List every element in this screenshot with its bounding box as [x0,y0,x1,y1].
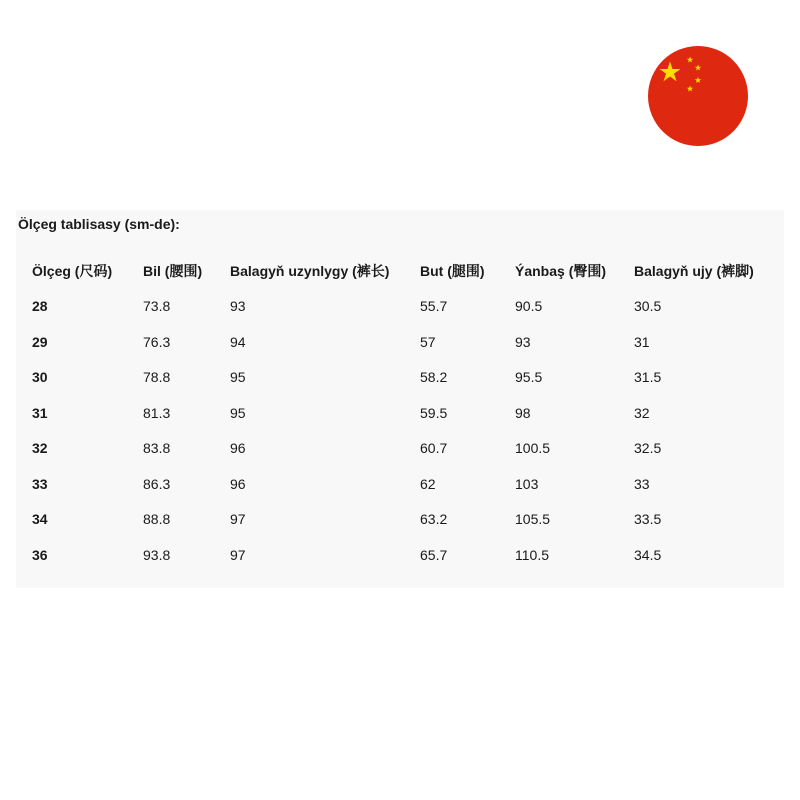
cell-thigh: 58.2 [420,369,448,386]
cell-length: 97 [230,546,246,563]
cell-size: 33 [32,475,48,492]
cell-length: 95 [230,404,246,421]
cell-hip: 105.5 [515,511,551,528]
cell-size: 29 [32,333,48,350]
cell-hip: 93 [515,333,531,350]
cell-waist: 86.3 [143,475,171,492]
cell-hip: 98 [515,404,531,421]
cell-waist: 78.8 [143,369,171,386]
cell-thigh: 55.7 [420,298,448,315]
column-header-size: Ölçeg (尺码) [32,262,113,279]
cell-thigh: 63.2 [420,511,448,528]
cell-thigh: 65.7 [420,546,448,563]
cell-hip: 110.5 [515,546,549,563]
cell-hip: 103 [515,475,539,492]
cell-size: 32 [32,440,48,457]
cell-leg-opening: 31 [634,333,650,350]
cell-waist: 88.8 [143,511,171,528]
cell-length: 95 [230,369,246,386]
cell-thigh: 62 [420,475,436,492]
table-row [32,431,774,467]
cell-size: 28 [32,298,48,315]
table-row [32,289,774,325]
cell-size: 31 [32,404,48,421]
column-header-thigh: But (腿围) [420,262,485,279]
cell-hip: 95.5 [515,369,543,386]
cell-length: 97 [230,511,246,528]
cell-leg-opening: 30.5 [634,298,662,315]
column-header-waist: Bil (腰围) [143,262,203,279]
table-row [32,502,774,538]
table-title: Ölçeg tablisasy (sm-de): [18,216,180,232]
cell-length: 94 [230,333,246,350]
cell-waist: 76.3 [143,333,171,350]
cell-waist: 83.8 [143,440,171,457]
table-row [32,395,774,431]
column-header-hip: Ýanbaş (臀围) [515,262,607,279]
cell-leg-opening: 33.5 [634,511,662,528]
flag-field [648,46,748,146]
cell-waist: 81.3 [143,404,171,421]
cell-leg-opening: 31.5 [634,369,662,386]
cell-leg-opening: 32.5 [634,440,662,457]
cell-size: 36 [32,546,48,563]
cell-length: 96 [230,475,246,492]
cell-leg-opening: 33 [634,475,650,492]
column-header-leg-opening: Balagyň ujy (裤脚) [634,262,754,279]
size-chart-panel [16,210,784,588]
cell-waist: 73.8 [143,298,171,315]
cell-size: 34 [32,511,48,528]
table-header-row [32,253,774,289]
cell-hip: 90.5 [515,298,543,315]
cell-size: 30 [32,369,48,386]
china-flag-graphic [648,46,748,146]
table-row [32,537,774,573]
cell-thigh: 60.7 [420,440,448,457]
cell-leg-opening: 32 [634,404,650,421]
cell-waist: 93.8 [143,546,171,563]
size-table [32,253,774,573]
cell-leg-opening: 34.5 [634,546,662,563]
table-row [32,360,774,396]
cell-hip: 100.5 [515,440,551,457]
cell-thigh: 57 [420,333,436,350]
cell-length: 93 [230,298,246,315]
china-flag-icon [648,46,748,146]
cell-length: 96 [230,440,246,457]
table-row [32,466,774,502]
table-row [32,324,774,360]
cell-thigh: 59.5 [420,404,448,421]
column-header-length: Balagyň uzynlygy (裤长) [230,262,390,279]
